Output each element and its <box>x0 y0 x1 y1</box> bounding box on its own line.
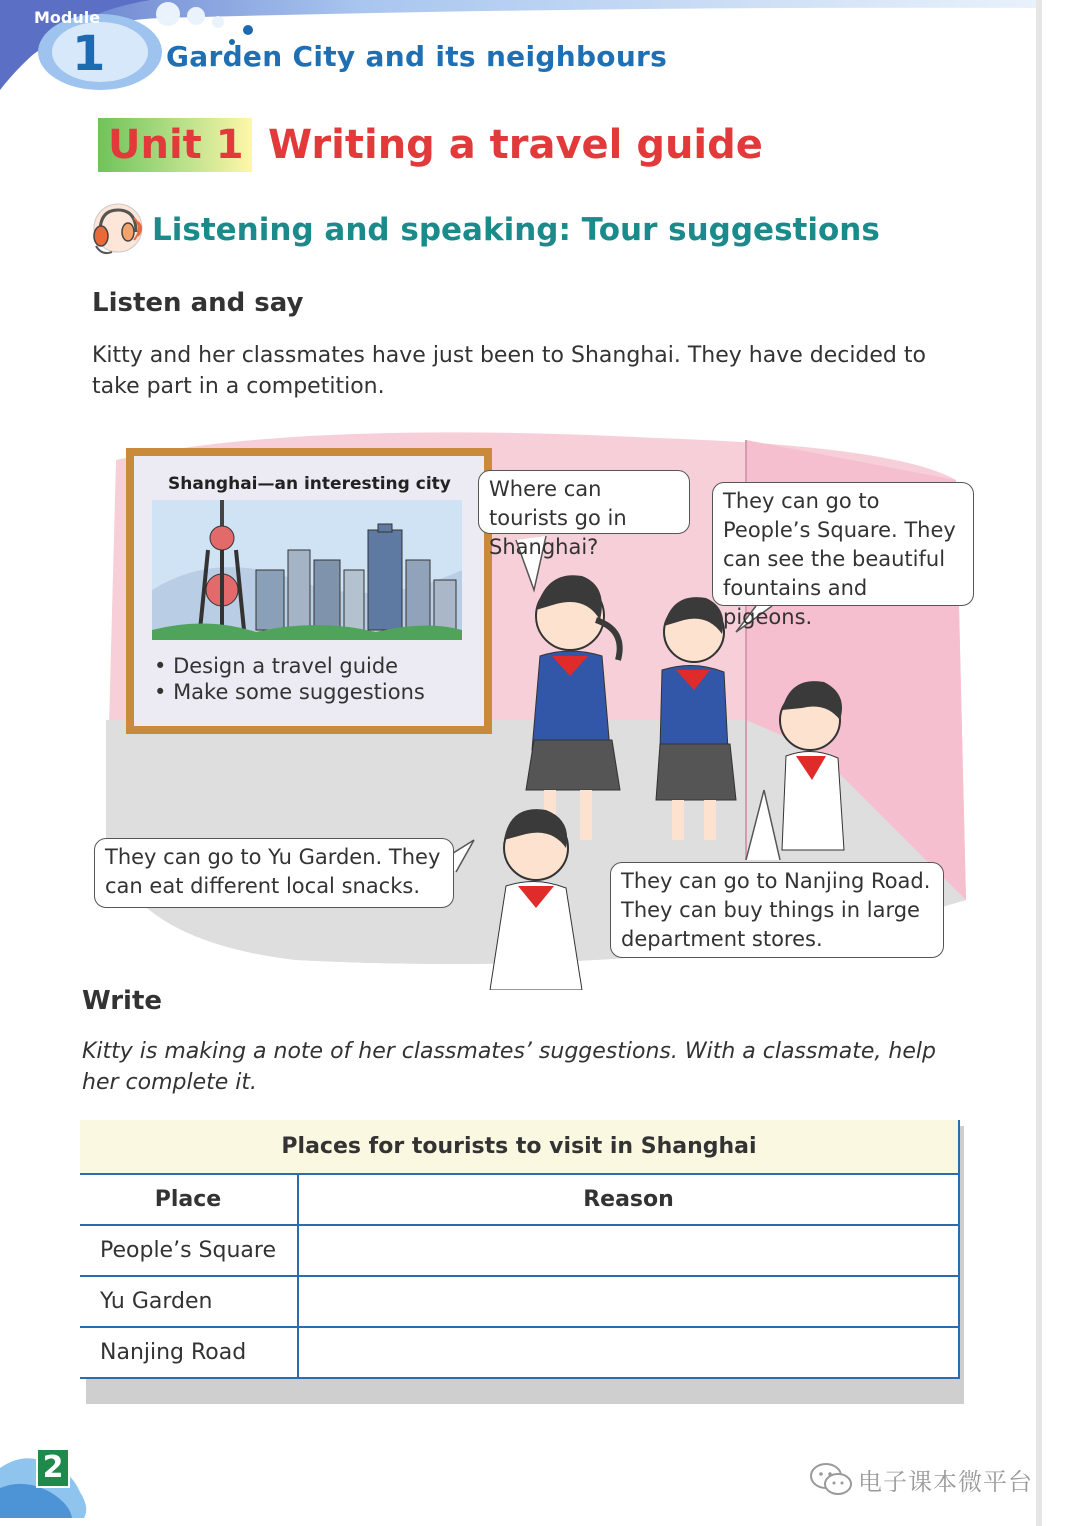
reason-cell[interactable] <box>298 1276 959 1327</box>
table-header-row <box>80 1174 959 1225</box>
board-bullet: • Make some suggestions <box>154 680 425 704</box>
speech-bubble: They can go to Nanjing Road. They can buy things in large department stores. <box>610 862 944 958</box>
table-title-row <box>80 1120 959 1174</box>
board-bullet: • Design a travel guide <box>154 654 399 678</box>
module-label: Module <box>34 8 101 27</box>
table-row <box>80 1276 959 1327</box>
board-bullet-text: Design a travel guide <box>173 654 399 678</box>
write-instructions: Kitty is making a note of her classmates’ suggestions. With a classmate, help her complete it. <box>82 1039 936 1095</box>
speech-bubble: They can go to Yu Garden. They can eat different local snacks. <box>94 838 454 908</box>
unit-label: Unit 1 <box>108 122 244 168</box>
headphones-icon <box>88 202 148 258</box>
table-row <box>80 1327 959 1378</box>
column-header-place: Place <box>80 1174 298 1225</box>
place-cell: Nanjing Road <box>80 1327 298 1378</box>
speech-bubble: They can go to People’s Square. They can see the beautiful fountains and pigeons. <box>712 482 974 606</box>
intro-text: Kitty and her classmates have just been to Shanghai. They have decided to take part in a competition. <box>92 343 926 399</box>
wechat-icon <box>808 1462 854 1496</box>
unit-title: Writing a travel guide <box>268 122 763 168</box>
board-bullet-text: Make some suggestions <box>173 680 425 704</box>
listen-heading: Listen and say <box>92 288 304 318</box>
place-cell: People’s Square <box>80 1225 298 1276</box>
places-table <box>80 1120 960 1379</box>
page-edge <box>1036 0 1042 1526</box>
page-number: 2 <box>36 1448 70 1488</box>
module-number: 1 <box>72 26 106 82</box>
reason-cell[interactable] <box>298 1225 959 1276</box>
write-heading: Write <box>82 986 163 1016</box>
table-row <box>80 1225 959 1276</box>
column-header-reason: Reason <box>298 1174 959 1225</box>
speech-bubble: Where can tourists go in Shanghai? <box>478 470 690 534</box>
table-title: Places for tourists to visit in Shanghai <box>80 1120 959 1174</box>
place-cell: Yu Garden <box>80 1276 298 1327</box>
module-title: Garden City and its neighbours <box>166 40 668 73</box>
watermark-text: 电子课本微平台 <box>858 1468 1033 1496</box>
section-title: Listening and speaking: Tour suggestions <box>152 212 880 248</box>
reason-cell[interactable] <box>298 1327 959 1378</box>
board-title: Shanghai—an interesting city <box>168 474 451 494</box>
